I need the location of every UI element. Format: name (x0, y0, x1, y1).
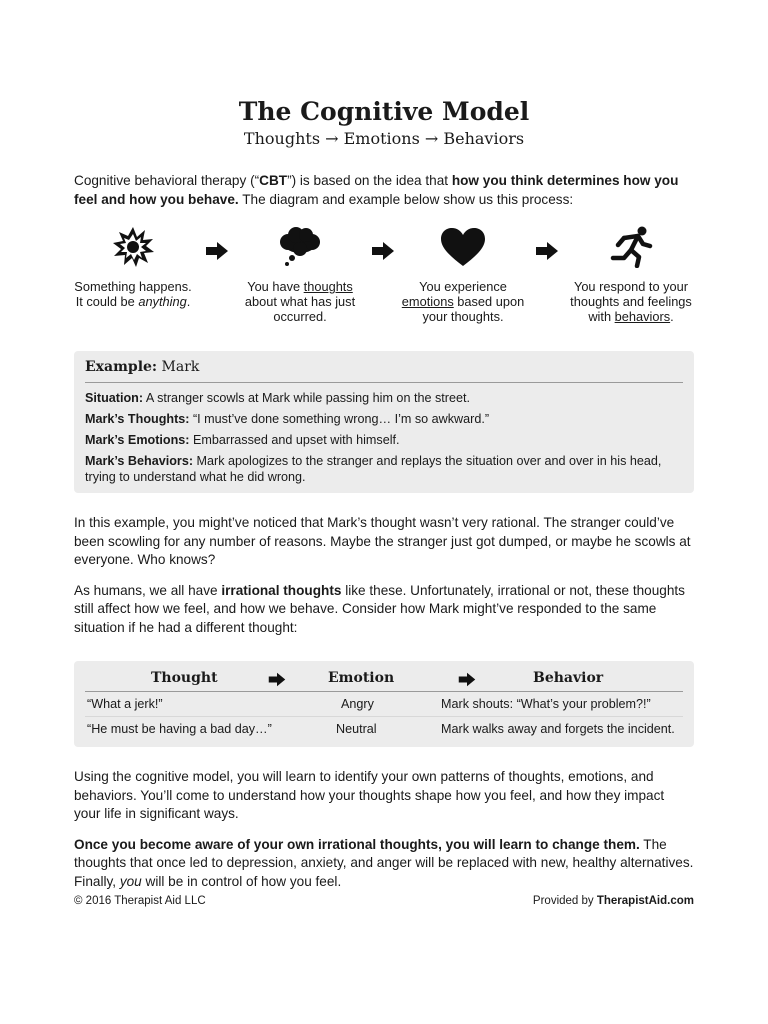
running-person-icon (561, 225, 701, 269)
example-heading: Example: Mark (85, 357, 683, 383)
cell-emotion: Neutral (336, 722, 377, 736)
column-header-emotion: Emotion (328, 670, 395, 686)
alternative-thought-table (74, 661, 694, 747)
table-header (85, 667, 683, 692)
body-paragraph: Once you become aware of your own irrational thoughts, you will learn to change them. The thoughts that once led to depression, anxiety, and anger will be replaced with new, healthy alternatives. Finally, you will be in control of how you feel. (74, 836, 694, 889)
step-caption: You have thoughts about what has just occurred. (244, 279, 356, 324)
table-row (85, 716, 683, 741)
burst-icon (63, 225, 203, 269)
step-thoughts (230, 225, 370, 324)
step-emotions (393, 225, 533, 324)
thought-cloud-icon (230, 225, 370, 269)
step-caption: You experience emotions based upon your thoughts. (401, 279, 525, 324)
example-row-emotions: Mark’s Emotions: Embarrassed and upset with himself. (85, 433, 400, 447)
example-row-thoughts: Mark’s Thoughts: “I must’ve done something wrong… I’m so awkward.” (85, 412, 490, 426)
cell-thought: “What a jerk!” (87, 697, 163, 711)
provider-credit: Provided by TherapistAid.com (532, 895, 694, 907)
column-header-thought: Thought (151, 670, 218, 686)
example-row-behaviors: Mark’s Behaviors: Mark apologizes to the stranger and replays the situation over and over in his head, trying to understand what he did wrong. (85, 454, 662, 484)
page-title: The Cognitive Model (238, 97, 530, 126)
step-event (63, 225, 203, 309)
step-caption: You respond to your thoughts and feelings with behaviors. (570, 279, 692, 324)
page-subtitle: Thoughts → Emotions → Behaviors (243, 129, 525, 148)
example-row-situation: Situation: A stranger scowls at Mark while passing him on the street. (85, 391, 470, 405)
arrow-right-icon (534, 241, 560, 261)
cell-behavior: Mark walks away and forgets the incident. (441, 722, 675, 736)
body-paragraph: Using the cognitive model, you will learn to identify your own patterns of thoughts, emotions, and behaviors. You’ll come to understand how your thoughts shape how you feel, and how they impact your life in significant ways. (74, 769, 665, 821)
arrow-right-icon (204, 241, 230, 261)
body-paragraph: In this example, you might’ve noticed that Mark’s thought wasn’t very rational. The stranger could’ve been scowling for any number of reasons. Maybe the stranger just got dumped, or maybe he scowls at everyone. Who knows? (74, 515, 691, 567)
example-box (74, 351, 694, 493)
cell-emotion: Angry (341, 697, 374, 711)
intro-paragraph: Cognitive behavioral therapy (“CBT”) is based on the idea that how you think determines how you feel and how you behave. The diagram and example below show us this process: (74, 173, 679, 207)
page-footer (74, 895, 694, 907)
arrow-right-icon (267, 672, 287, 687)
copyright-text: © 2016 Therapist Aid LLC (74, 895, 206, 907)
table-row (85, 692, 683, 716)
body-paragraph: As humans, we all have irrational thoughts like these. Unfortunately, irrational or not, these thoughts still affect how we feel, and how we behave. Consider how Mark might’ve responded to the same situation if he had a different thought: (74, 582, 685, 635)
cell-behavior: Mark shouts: “What’s your problem?!” (441, 697, 651, 711)
arrow-right-icon (457, 672, 477, 687)
step-behaviors (561, 225, 701, 324)
step-caption: Something happens. It could be anything. (74, 279, 192, 309)
column-header-behavior: Behavior (533, 670, 604, 686)
heart-icon (393, 225, 533, 269)
cognitive-diagram (74, 225, 694, 345)
worksheet (74, 96, 694, 891)
cell-thought: “He must be having a bad day…” (87, 722, 272, 736)
